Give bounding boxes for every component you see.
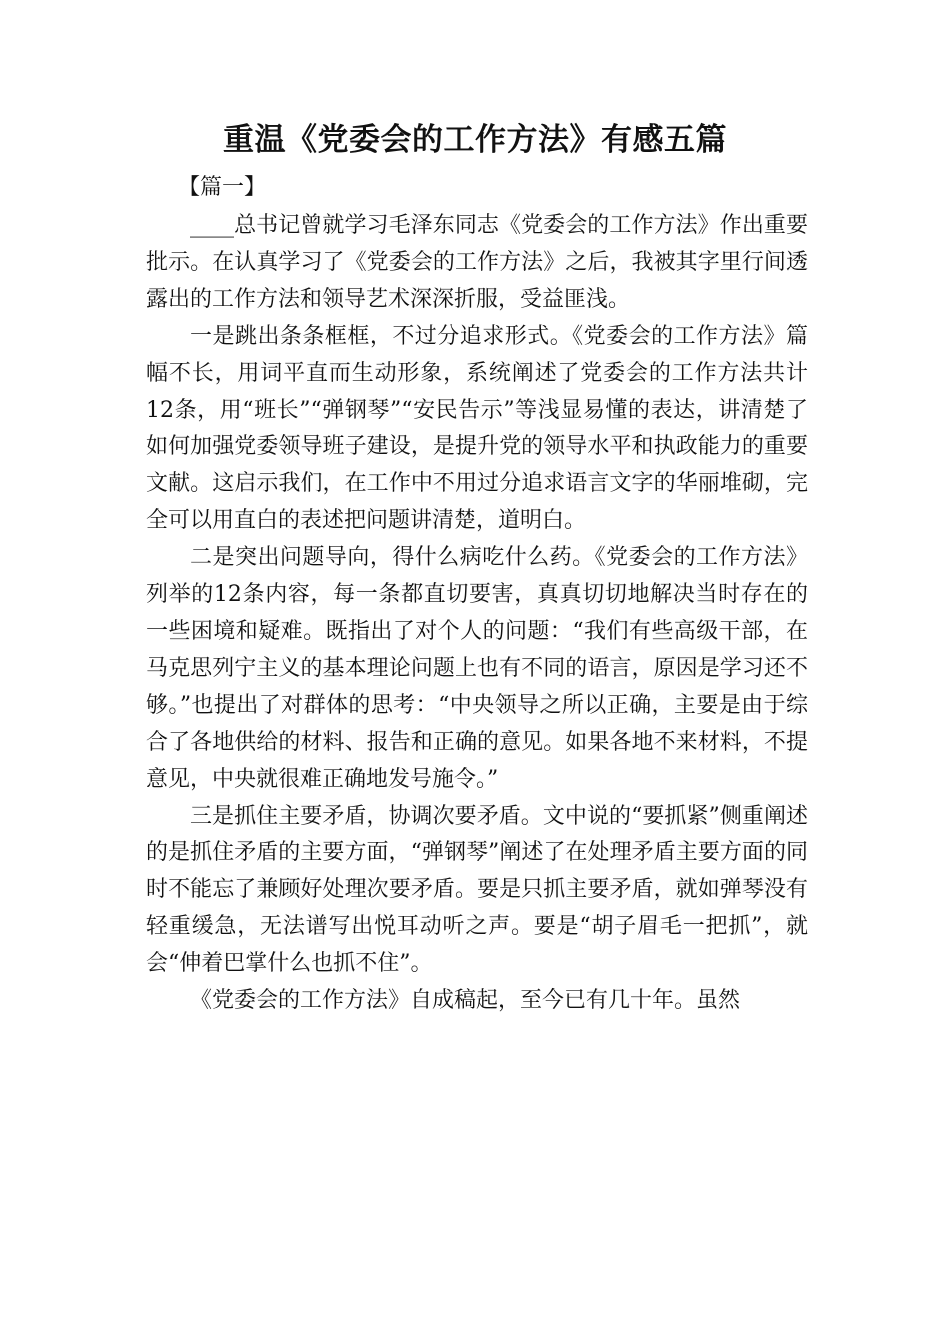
paragraph-3: 二是突出问题导向，得什么病吃什么药。《党委会的工作方法》列举的12条内容，每一条都直切要害，真真切切地解决当时存在的一些困境和疑难。既指出了对个人的问题：“我们有些高级干部，在马克思列宁主义的基本理论问题上也有不同的语言，原因是学习还不够。”也提出了对群体的思考：“中央领导之所以正确，主要是由于综合了各地供给的材料、报告和正确的意见。如果各地不来材料，不提意见，中央就很难正确地发号施令。” — [146, 545, 808, 792]
paragraph-4: 三是抓住主要矛盾，协调次要矛盾。文中说的“要抓紧”侧重阐述的是抓住矛盾的主要方面，“弹钢琴”阐述了在处理矛盾主要方面的同时不能忘了兼顾好处理次要矛盾。要是只抓主要矛盾，就如弹琴没有轻重缓急，无法谱写出悦耳动听之声。要是“胡子眉毛一把抓”，就会“伸着巴掌什么也抓不住”。 — [146, 803, 808, 977]
document-body — [146, 208, 808, 1020]
paragraph-2: 一是跳出条条框框，不过分追求形式。《党委会的工作方法》篇幅不长，用词平直而生动形象，系统阐述了党委会的工作方法共计12条，用“班长”“弹钢琴”“安民告示”等浅显易懂的表达，讲清楚了如何加强党委领导班子建设，是提升党的领导水平和执政能力的重要文献。这启示我们，在工作中不用过分追求语言文字的华丽堆砌，完全可以用直白的表述把问题讲清楚，道明白。 — [146, 323, 808, 534]
document-title: 重温《党委会的工作方法》有感五篇 — [223, 122, 727, 158]
section-label: 【篇一】 — [178, 175, 267, 200]
paragraph-1: ____总书记曾就学习毛泽东同志《党委会的工作方法》作出重要批示。在认真学习了《党委会的工作方法》之后，我被其字里行间透露出的工作方法和领导艺术深深折服，受益匪浅。 — [146, 213, 808, 312]
paragraph-5: 《党委会的工作方法》自成稿起，至今已有几十年。虽然 — [190, 988, 741, 1014]
